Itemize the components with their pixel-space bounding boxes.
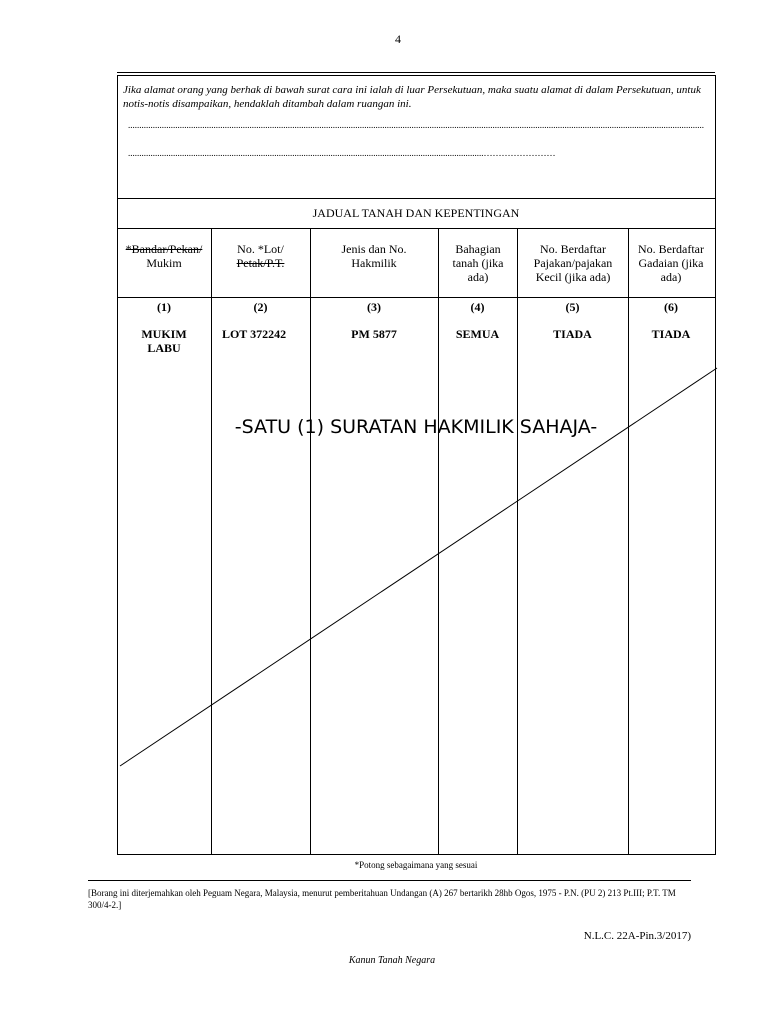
footer-rule bbox=[88, 880, 691, 881]
form-code: N.L.C. 22A-Pin.3/2017) bbox=[583, 930, 691, 942]
book-title: Kanun Tanah Negara bbox=[348, 955, 436, 966]
table-title: JADUAL TANAH DAN KEPENTINGAN bbox=[312, 206, 520, 220]
column-number-1: (1) bbox=[157, 300, 171, 314]
column-header-3: Jenis dan No. Hakmilik bbox=[341, 242, 407, 270]
cell-lot: LOT 372242 bbox=[221, 327, 287, 341]
legal-reference: [Borang ini diterjemahkan oleh Peguam Negara, Malaysia, menurut pemberitahuan Undangan (A) 267 bertarikh 28hb Ogos, 1975 - P.N. (PU 2) 213 Pt.III; P.T. TM 300/4-2.] bbox=[88, 888, 676, 910]
address-dotted-line-1: ................................................................................................................................................................................................................................................................ bbox=[128, 120, 704, 130]
column-header-struck: Petak/P.T. bbox=[236, 256, 285, 270]
cell-bahagian: SEMUA bbox=[455, 327, 500, 341]
column-number-6: (6) bbox=[664, 300, 678, 314]
page-number: 4 bbox=[395, 32, 401, 46]
single-title-stamp: -SATU (1) SURATAN HAKMILIK SAHAJA- bbox=[234, 416, 598, 438]
column-header-5: No. Berdaftar Pajakan/pajakan Kecil (jika ada) bbox=[533, 242, 613, 284]
column-header-6: No. Berdaftar Gadaian (jika ada) bbox=[638, 242, 704, 284]
column-number-2: (2) bbox=[253, 300, 268, 314]
cell-mukim: MUKIM LABU bbox=[141, 327, 187, 355]
address-dotted-line-2: ..............................................................................................................................................................…………………… bbox=[128, 148, 556, 158]
column-header-label: No. *Lot/ bbox=[237, 242, 284, 256]
column-header-struck: *Bandar/Pekan/ bbox=[125, 242, 203, 256]
column-number-4: (4) bbox=[470, 300, 485, 314]
column-header-4: Bahagian tanah (jika ada) bbox=[452, 242, 504, 284]
cell-pajakan: TIADA bbox=[553, 327, 592, 341]
address-note: Jika alamat orang yang berhak di bawah surat cara ini ialah di luar Persekutuan, maka suatu alamat di dalam Persekutuan, untuk notis-notis disampaikan, hendaklah ditambah dalam ruangan ini. bbox=[123, 84, 701, 110]
cell-gadaian: TIADA bbox=[651, 327, 691, 341]
footnote: *Potong sebagaimana yang sesuai bbox=[354, 860, 478, 870]
cell-hakmilik: PM 5877 bbox=[351, 327, 397, 341]
column-number-3: (3) bbox=[367, 300, 381, 314]
column-number-5: (5) bbox=[565, 300, 580, 314]
column-header-label: Mukim bbox=[146, 256, 182, 270]
